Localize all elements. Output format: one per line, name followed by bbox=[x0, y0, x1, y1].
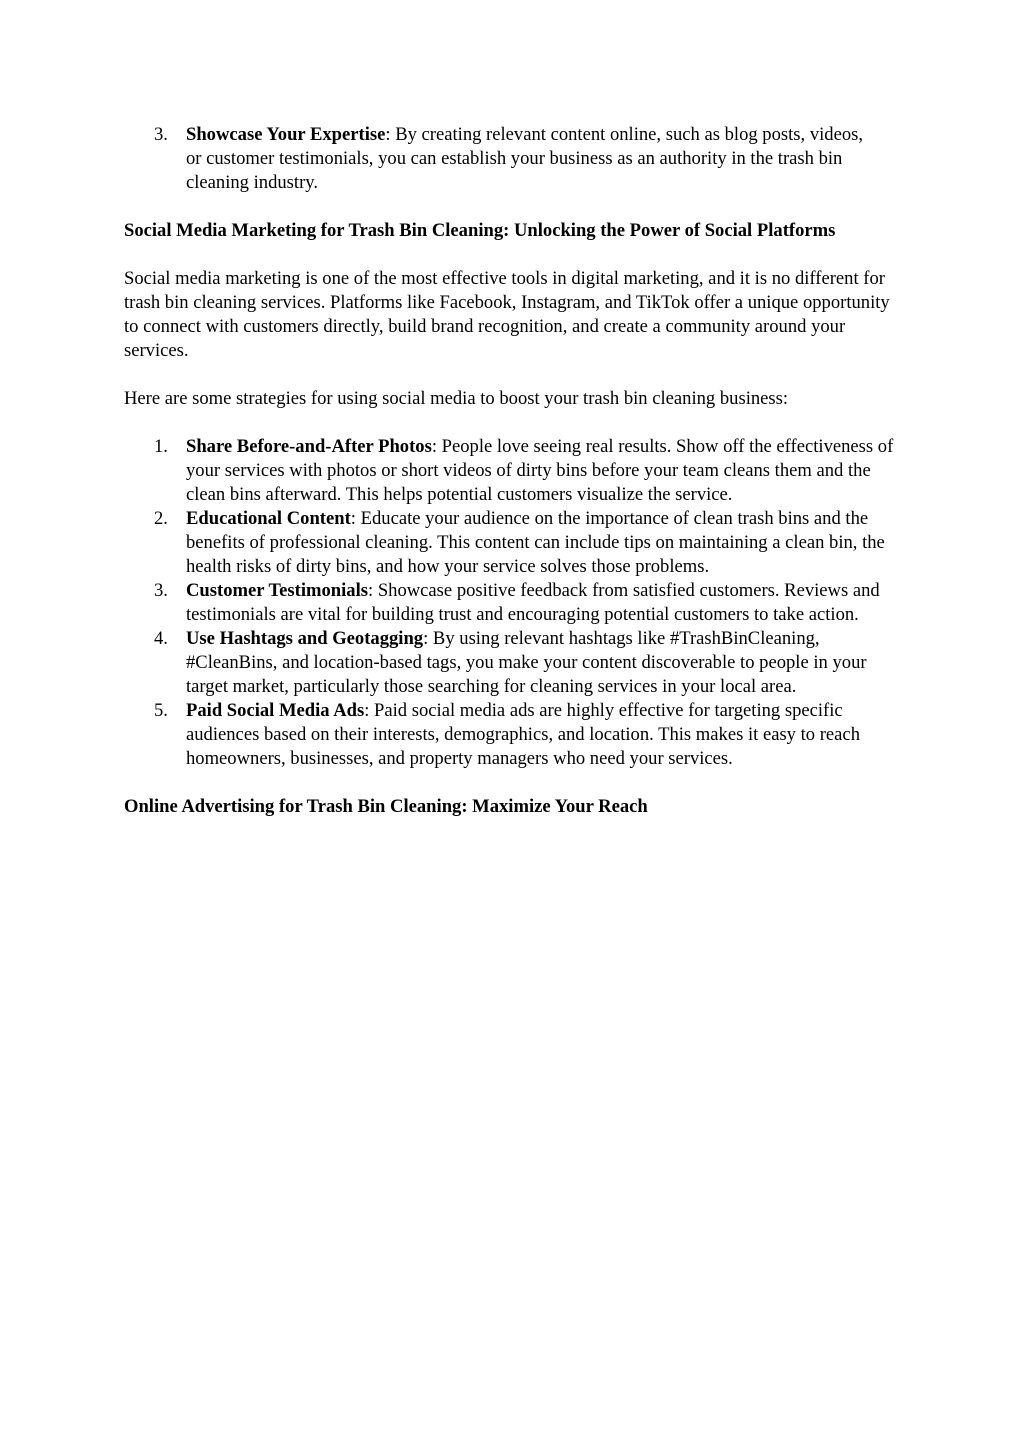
list-item-text: : Educate your audience on the importance of clean trash bins and the benefits of professional cleaning. This content can include tips on maintaining a clean bin, the health risks of dirty bins, and how your service solves those problems. bbox=[186, 508, 885, 577]
list-item bbox=[124, 123, 874, 195]
list-number: 3. bbox=[154, 580, 168, 601]
social-media-heading: Social Media Marketing for Trash Bin Cleaning: Unlocking the Power of Social Platforms bbox=[124, 220, 836, 241]
online-advertising-heading: Online Advertising for Trash Bin Cleaning: Maximize Your Reach bbox=[124, 796, 648, 817]
list-number: 1. bbox=[154, 436, 168, 457]
list-item-term: Use Hashtags and Geotagging bbox=[186, 628, 424, 649]
list-item bbox=[124, 507, 904, 579]
expertise-list bbox=[124, 123, 874, 195]
list-item bbox=[124, 579, 904, 627]
strategies-list bbox=[124, 435, 904, 771]
list-number: 4. bbox=[154, 628, 168, 649]
list-item bbox=[124, 699, 904, 771]
list-item-term: Educational Content bbox=[186, 508, 351, 529]
list-item bbox=[124, 627, 904, 699]
list-item-text: : People love seeing real results. Show off the effectiveness of your services with photos or short videos of dirty bins before your team cleans them and the clean bins afterward. This helps potential customers visualize the service. bbox=[186, 436, 894, 505]
list-item-term: Customer Testimonials bbox=[186, 580, 368, 601]
list-item-term: Paid Social Media Ads bbox=[186, 700, 365, 721]
list-item-term: Showcase Your Expertise bbox=[186, 124, 386, 145]
list-number: 2. bbox=[154, 508, 168, 529]
list-item-text: : Showcase positive feedback from satisfied customers. Reviews and testimonials are vital for building trust and encouraging potential customers to take action. bbox=[186, 580, 880, 625]
list-item-term: Share Before-and-After Photos bbox=[186, 436, 432, 457]
list-item-text: : By creating relevant content online, such as blog posts, videos, or customer testimonials, you can establish your business as an authority in the trash bin cleaning industry. bbox=[186, 124, 864, 193]
list-number: 3. bbox=[154, 124, 168, 145]
page-content bbox=[124, 123, 904, 819]
list-item-text: : By using relevant hashtags like #TrashBinCleaning, #CleanBins, and location-based tags, you make your content discoverable to people in your target market, particularly those searching for cleaning services in your local area. bbox=[186, 628, 867, 697]
social-media-paragraph: Social media marketing is one of the most effective tools in digital marketing, and it is no different for trash bin cleaning services. Platforms like Facebook, Instagram, and TikTok offer a unique opportunity to connect with customers directly, build brand recognition, and create a community around your services. bbox=[124, 268, 890, 361]
list-item bbox=[124, 435, 904, 507]
list-item-text: : Paid social media ads are highly effective for targeting specific audiences based on their interests, demographics, and location. This makes it easy to reach homeowners, businesses, and property managers who need your services. bbox=[186, 700, 860, 769]
list-number: 5. bbox=[154, 700, 168, 721]
strategies-intro: Here are some strategies for using social media to boost your trash bin cleaning business: bbox=[124, 388, 789, 409]
